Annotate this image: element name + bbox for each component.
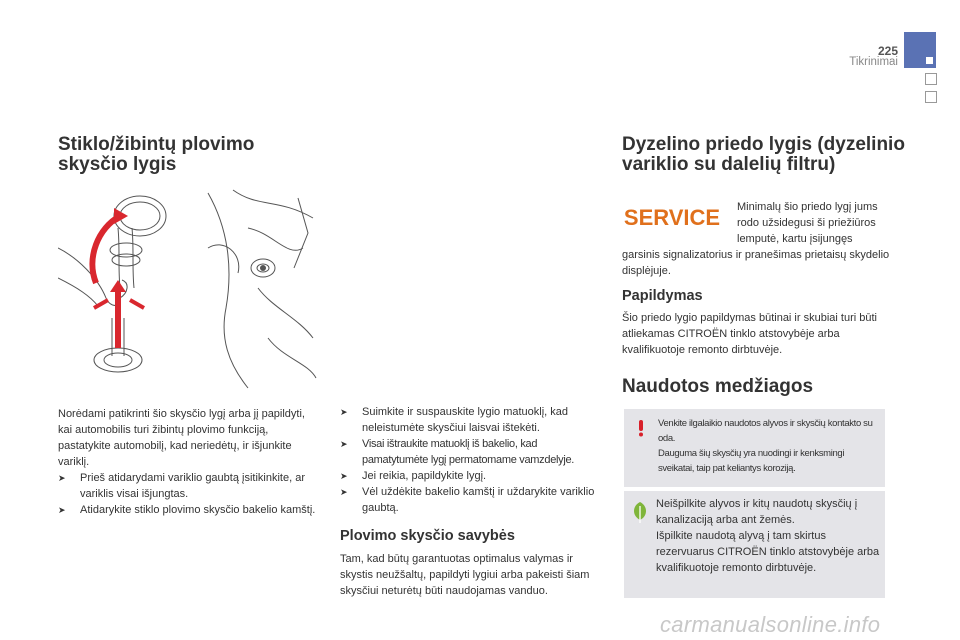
service-label: SERVICE <box>623 205 721 230</box>
additive-intro-part2: garsinis signalizatorius ir pranešimas prietaisų skydelio displėjuje. <box>622 249 890 277</box>
warning-line: Dauguma šių skysčių yra nuodingi ir kenksmingi sveikatai, taip pat keliantys koroziją. <box>658 448 845 474</box>
diesel-additive-title: Dyzelino priedo lygis (dyzelinio variklio su dalelių filtru) <box>622 134 905 175</box>
bullet-item: ➤ Vėl uždėkite bakelio kamštį ir uždarykite variklio gaubtą. <box>340 486 595 514</box>
section-tab[interactable] <box>925 73 937 85</box>
washer-reservoir-illustration <box>58 188 318 392</box>
watermark: carmanualsonline.info <box>660 612 881 637</box>
warning-icon <box>633 419 649 442</box>
refill-text: Šio priedo lygio papildymas būtinai ir skubiai turi būti atliekamas CITROËN tinklo atstovybėje arba kvalifikuotoje remonto dirbtuvėje. <box>622 312 877 356</box>
left-text-block <box>58 406 318 518</box>
additive-intro-part1: Minimalų šio priedo lygį jums rodo užsidegusi ši priežiūros lemputė, kartu įsijungęs <box>737 201 878 245</box>
bullet-item: ➤ Jei reikia, papildykite lygį. <box>340 470 487 482</box>
bullet-item: ➤ Atidarykite stiklo plovimo skysčio bakelio kamštį. <box>58 504 316 516</box>
arrow-bullet-icon: ➤ <box>340 487 348 497</box>
warning-line: Venkite ilgalaikio naudotos alyvos ir skysčių kontakto su oda. <box>658 418 873 444</box>
service-warning-lamp-icon <box>622 204 722 235</box>
eco-text <box>656 496 882 576</box>
eco-line: Išpilkite naudotą alyvą į tam skirtus rezervuarus CITROËN tinklo atstovybėje arba kvalifikuotoje remonto dirbtuvėje. <box>656 530 880 574</box>
intro-paragraph: Norėdami patikrinti šio skysčio lygį arba jį papildyti, kai automobilis turi žibintų plovimo funkciją, pastatykite automobilį, kad neriedėtų, ir išjunkite variklį. <box>58 408 305 468</box>
bullet-item: ➤ Suimkite ir suspauskite lygio matuoklį, kad neleistumėte skysčiui laisvai ištekėti. <box>340 406 569 434</box>
section-name: Tikrinimai <box>849 56 898 68</box>
section-tab[interactable] <box>925 91 937 103</box>
arrow-bullet-icon: ➤ <box>340 439 348 449</box>
arrow-bullet-icon: ➤ <box>58 473 66 483</box>
eco-line: Neišpilkite alyvos ir kitų naudotų skysčių į kanalizaciją arba ant žemės. <box>656 498 858 526</box>
arrow-bullet-icon: ➤ <box>340 407 348 417</box>
section-tab-active[interactable] <box>904 32 936 68</box>
middle-text-block <box>340 404 606 516</box>
tab-marker-icon <box>926 57 933 64</box>
arrow-bullet-icon: ➤ <box>340 471 348 481</box>
page-number: 225 <box>877 44 898 58</box>
eco-leaf-icon <box>630 500 650 529</box>
washer-fluid-title: Stiklo/žibintų plovimo skysčio lygis <box>58 134 255 175</box>
fluid-properties-title: Plovimo skysčio savybės <box>340 528 515 544</box>
warning-text <box>658 416 880 476</box>
bullet-item: ➤ Prieš atidarydami variklio gaubtą įsitikinkite, ar variklis visai išjungtas. <box>58 472 305 500</box>
arrow-bullet-icon: ➤ <box>58 505 66 515</box>
fluid-properties-text: Tam, kad būtų garantuotas optimalus valymas ir skystis neužšaltų, papildyti lygiui arba pakeisti šiam skysčiui neturėtų būti naudojamas vanduo. <box>340 553 590 597</box>
used-materials-title: Naudotos medžiagos <box>622 376 814 397</box>
refill-title: Papildymas <box>622 288 703 304</box>
bullet-item: ➤ Visai ištraukite matuoklį iš bakelio, kad pamatytumėte lygį permatomame vamzdelyje. <box>340 438 575 466</box>
